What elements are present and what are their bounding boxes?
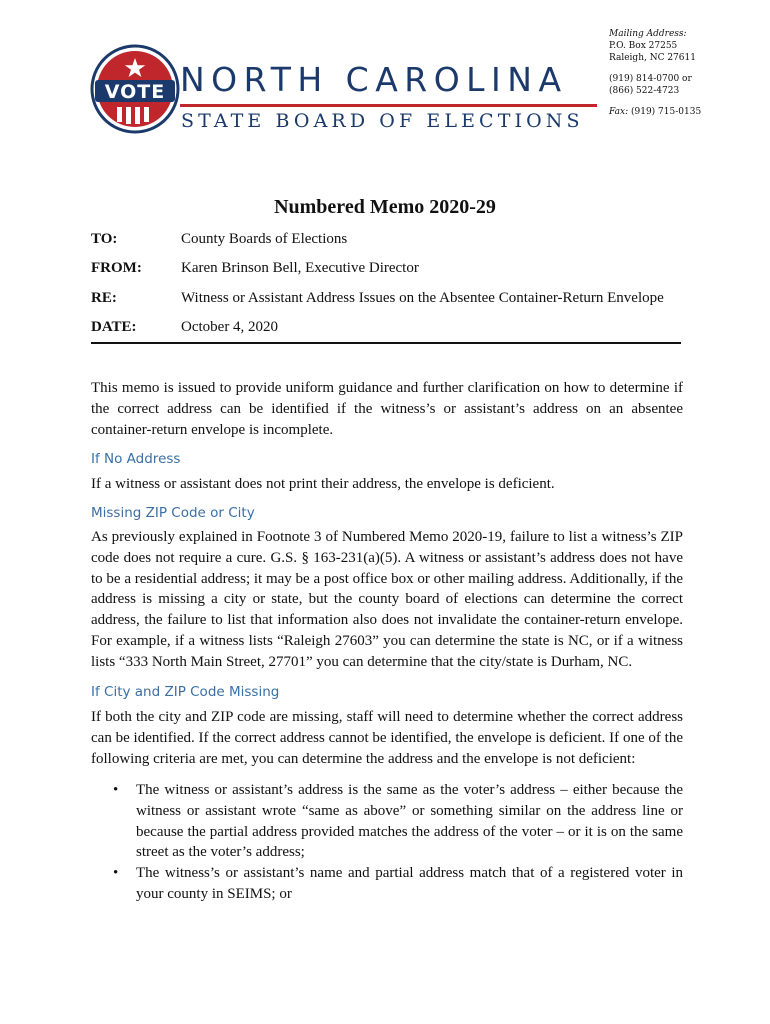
brand-north-carolina: NORTH CAROLINA: [180, 60, 568, 99]
seal-vote-text: VOTE: [104, 81, 166, 103]
section-heading: If City and ZIP Code Missing: [91, 684, 280, 700]
mailing-address-label: Mailing Address:: [609, 29, 687, 39]
bullet-icon: •: [113, 865, 119, 882]
memo-row-label: TO:: [91, 231, 118, 247]
section-heading: Missing ZIP Code or City: [91, 505, 255, 521]
phone-line-1: (919) 814-0700 or: [609, 74, 692, 84]
fax-number: (919) 715-0135: [630, 107, 702, 117]
memo-row-value: Karen Brinson Bell, Executive Director: [181, 260, 419, 276]
memo-row-label: RE:: [91, 290, 117, 306]
vote-seal-logo: [90, 44, 180, 134]
list-item: [91, 863, 683, 905]
memo-row-value: County Boards of Elections: [181, 231, 348, 247]
section-paragraph: If a witness or assistant does not print their address, the envelope is deficient.: [91, 476, 555, 492]
criteria-list: [91, 780, 683, 905]
memo-row-label: FROM:: [91, 260, 142, 276]
brand-divider: [180, 104, 597, 107]
header-divider: [91, 342, 681, 344]
fax-label: Fax:: [609, 107, 629, 117]
bullet-icon: •: [113, 782, 119, 798]
list-item-text: The witness’s or assistant’s name and partial address match that of a registered voter in your county in SEIMS; or: [136, 865, 683, 902]
contact-block: [609, 28, 759, 118]
brand-state-board: STATE BOARD OF ELECTIONS: [181, 110, 584, 132]
list-item-text: The witness or assistant’s address is the same as the voter’s address – either because the witness or assistant wrote “same as above” or something similar on the address line or because the partial address provided matches the address of the voter – or it is on the same street as the voter’s address;: [136, 782, 683, 861]
fax-line: [609, 106, 759, 118]
section-paragraph: As previously explained in Footnote 3 of Numbered Memo 2020-19, failure to list a witness’s ZIP code does not require a cure. G.S. § 163-231(a)(5). A witness or assistant’s address does not have to be a residential address; it may be a post office box or other mailing address. Additionally, if the address is missing a city or state, but the county board of elections can determine the correct address, the failure to list that information also does not invalidate the container-return envelope. For example, if a witness lists “Raleigh 27603” you can determine the state is NC, or if a witness lists “333 North Main Street, 27701” you can determine that the city/state is Durham, NC.: [91, 529, 683, 670]
memo-title: Numbered Memo 2020-29: [274, 196, 496, 218]
memo-row-value: Witness or Assistant Address Issues on the Absentee Container-Return Envelope: [181, 290, 664, 306]
city-line: Raleigh, NC 27611: [609, 53, 696, 63]
section-heading: If No Address: [91, 451, 181, 467]
po-box: P.O. Box 27255: [609, 41, 678, 51]
memo-row-value: October 4, 2020: [181, 319, 279, 335]
intro-paragraph: This memo is issued to provide uniform guidance and further clarification on how to determine if the correct address can be identified if the witness’s or assistant’s address on an absentee container-return envelope is incomplete.: [91, 380, 683, 438]
section-paragraph: If both the city and ZIP code are missing, staff will need to determine whether the correct address can be identified. If the correct address cannot be identified, the envelope is deficient. If one of the following criteria are met, you can determine the address and the envelope is not deficient:: [91, 709, 683, 767]
list-item: [91, 780, 683, 863]
phone-line-2: (866) 522-4723: [609, 86, 680, 96]
memo-row-label: DATE:: [91, 319, 137, 335]
